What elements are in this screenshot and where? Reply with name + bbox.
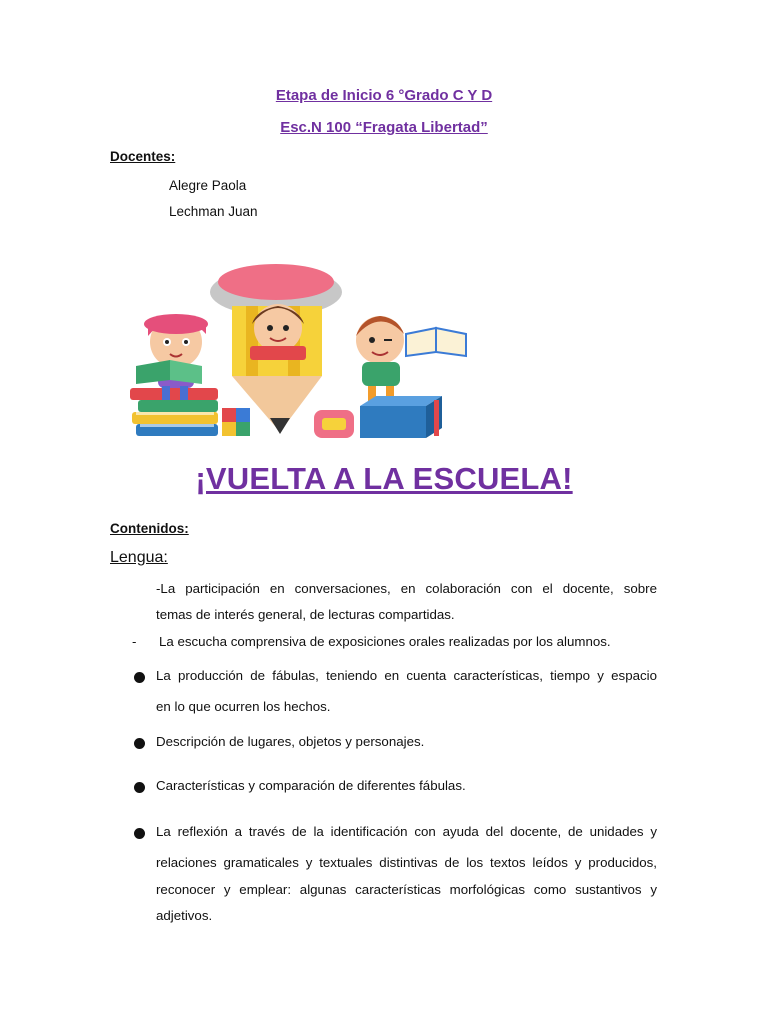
bullet-icon — [134, 672, 145, 683]
kids-with-books-and-pencil-illustration — [110, 262, 476, 444]
bullet-4-line-2: relaciones gramaticales y textuales distintivas de los textos leídos y producidos, — [156, 855, 657, 870]
intro-line-2: temas de interés general, de lecturas compartidas. — [156, 607, 455, 622]
bullet-icon — [134, 782, 145, 793]
docentes-label: Docentes: — [110, 149, 176, 164]
backpack-icon — [314, 410, 354, 438]
girl-reading-icon — [136, 314, 208, 400]
bullet-2-line-1: Descripción de lugares, objetos y personajes. — [156, 734, 425, 749]
dash-marker: - — [132, 634, 137, 649]
bullet-4-line-4: adjetivos. — [156, 908, 213, 923]
banner-title: ¡VUELTA A LA ESCUELA! — [195, 461, 573, 496]
teacher-name-2: Lechman Juan — [169, 204, 258, 219]
dash-list-item: La escucha comprensiva de exposiciones orales realizadas por los alumnos. — [159, 634, 611, 649]
bullet-3-line-1: Características y comparación de diferentes fábulas. — [156, 778, 466, 793]
bullet-4-line-1: La reflexión a través de la identificación con ayuda del docente, de unidades y — [156, 824, 657, 839]
books-and-crayons-icon — [360, 396, 442, 438]
bullet-icon — [134, 828, 145, 839]
document-title: Etapa de Inicio 6 °Grado C Y D — [275, 87, 493, 104]
bullet-1-line-2: en lo que ocurren los hechos. — [156, 699, 331, 714]
bullet-icon — [134, 738, 145, 749]
teacher-name-1: Alegre Paola — [169, 178, 247, 193]
toy-blocks-icon — [222, 408, 250, 436]
lengua-label: Lengua: — [110, 549, 168, 566]
contenidos-label: Contenidos: — [110, 521, 189, 536]
bullet-1-line-1: La producción de fábulas, teniendo en cuenta características, tiempo y espacio — [156, 668, 657, 683]
boy-with-book-icon — [356, 316, 466, 402]
intro-line-1: -La participación en conversaciones, en colaboración con el docente, sobre — [156, 581, 657, 596]
book-stack-icon — [130, 388, 218, 436]
bullet-4-line-3: reconocer y emplear: algunas características morfológicas como sustantivos y — [156, 882, 657, 897]
school-name: Esc.N 100 “Fragata Libertad” — [280, 119, 488, 136]
